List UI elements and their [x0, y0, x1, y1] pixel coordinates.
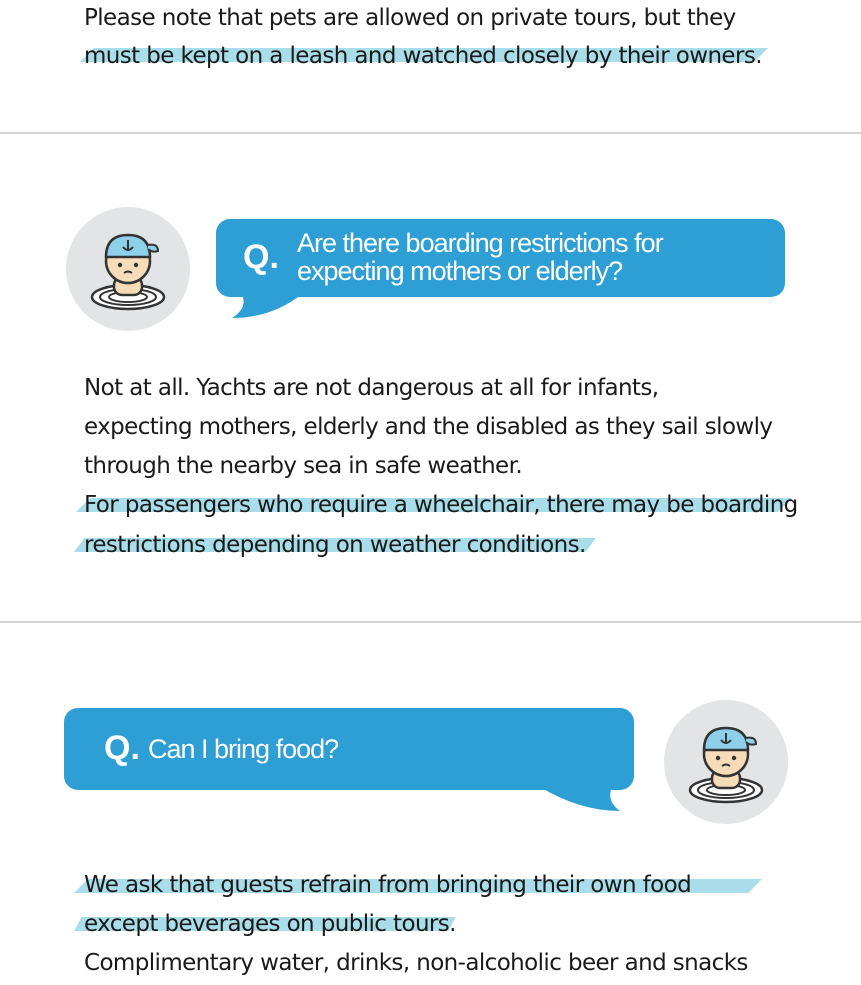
sailor-avatar-icon	[686, 720, 766, 804]
answer-line: Complimentary water, drinks, non-alcoholic beer and snacks	[84, 950, 748, 976]
q-mark: Q.	[104, 729, 140, 767]
bubble-tail	[232, 294, 312, 320]
answer-line: must be kept on a leash and watched closely by their owners.	[84, 43, 762, 69]
answer-line: Please note that pets are allowed on private tours, but they	[84, 5, 736, 31]
answer-line: expecting mothers, elderly and the disabled as they sail slowly	[84, 414, 773, 440]
section-divider	[0, 621, 861, 623]
bubble-tail	[540, 787, 620, 813]
answer-line: except beverages on public tours.	[84, 911, 456, 937]
question-bubble	[216, 219, 785, 297]
answer-line: We ask that guests refrain from bringing their own food	[84, 872, 692, 898]
answer-line: For passengers who require a wheelchair, there may be boarding	[84, 492, 798, 518]
question-bubble	[64, 708, 634, 790]
question-line: Can I bring food?	[148, 734, 339, 764]
answer-line: Not at all. Yachts are not dangerous at all for infants,	[84, 375, 659, 401]
section-divider	[0, 132, 861, 134]
q-mark: Q.	[243, 238, 279, 276]
question-line: expecting mothers or elderly?	[297, 256, 623, 286]
sailor-avatar	[66, 207, 190, 331]
answer-line: restrictions depending on weather conditions.	[84, 532, 586, 558]
question-line: Are there boarding restrictions for	[297, 228, 663, 258]
sailor-avatar-icon	[88, 227, 168, 311]
answer-line: through the nearby sea in safe weather.	[84, 453, 523, 479]
sailor-avatar	[664, 700, 788, 824]
